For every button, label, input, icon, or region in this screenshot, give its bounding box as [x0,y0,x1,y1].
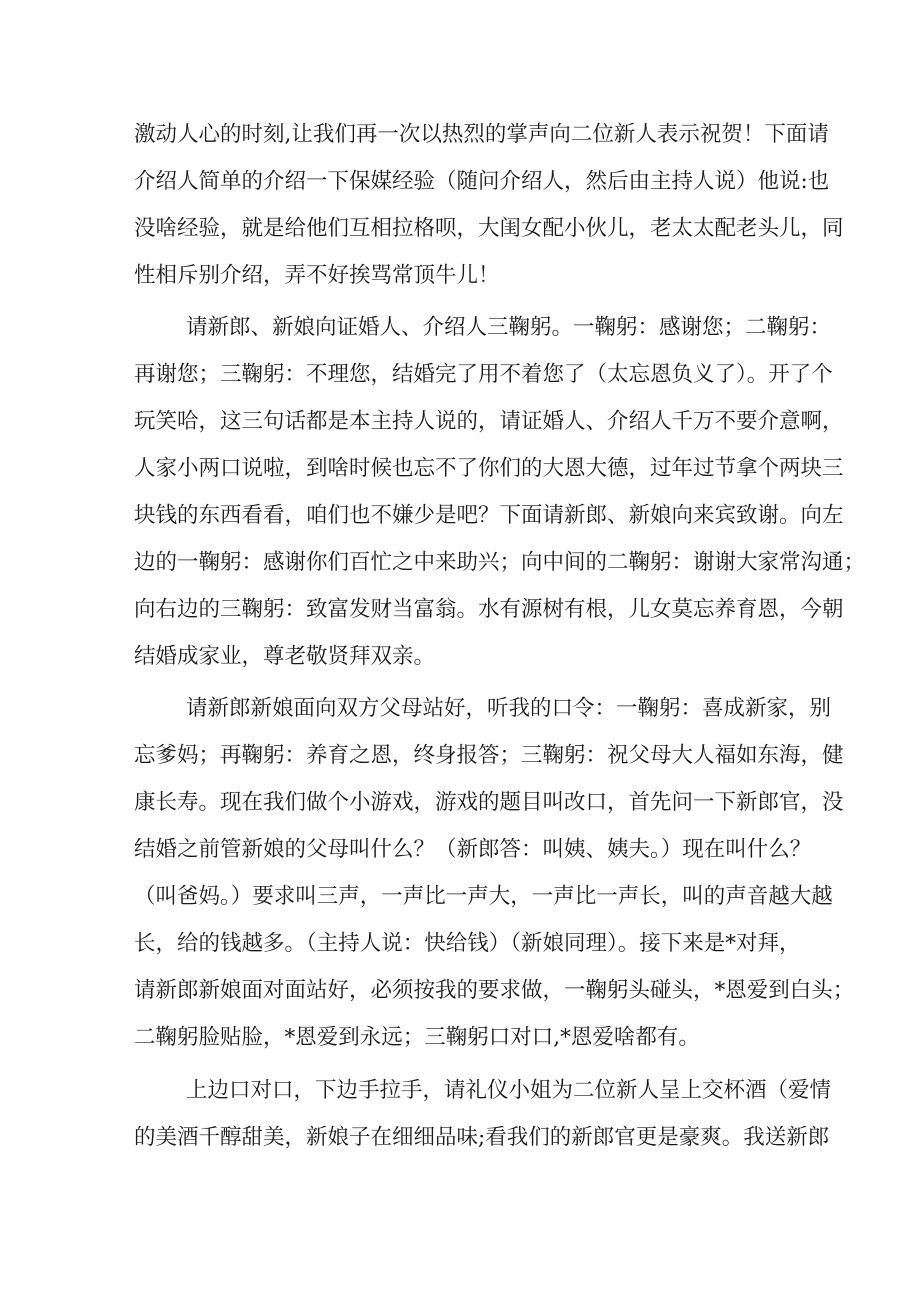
text-line: 长，给的钱越多。（主持人说：快给钱）（新娘同理）。接下来是*对拜， [134,931,801,956]
text-line: 性相斥别介绍，弄不好挨骂常顶牛儿！ [134,263,500,288]
text-line: 结婚之前管新娘的父母叫什么？（新郎答：叫姨、姨夫。）现在叫什么？ [134,837,812,862]
text-line: 二鞠躬脸贴脸，*恩爱到永远；三鞠躬口对口,*恩爱啥都有。 [134,1025,700,1050]
text-line: （叫爸妈。）要求叫三声，一声比一声大，一声比一声长，叫的声音越大越 [134,884,833,909]
text-line: 没啥经验，就是给他们互相拉格呗，大闺女配小伙儿，老太太配老头儿，同 [134,216,844,241]
text-line: 向右边的三鞠躬：致富发财当富翁。水有源树有根，儿女莫忘养育恩，今朝 [134,597,844,622]
text-line: 激动人心的时刻,让我们再一次以热烈的掌声向二位新人表示祝贺！下面请 [134,122,829,147]
text-line: 康长寿。现在我们做个小游戏，游戏的题目叫改口，首先问一下新郎官，没 [134,790,844,815]
text-line: 忘爹妈；再鞠躬：养育之恩，终身报答；三鞠躬：祝父母大人福如东海，健 [134,743,844,768]
text-line: 请新郎新娘面向双方父母站好，听我的口令：一鞠躬：喜成新家，别 [186,696,832,721]
text-line: 请新郎新娘面对面站好，必须按我的要求做，一鞠躬头碰头，*恩爱到白头； [134,978,855,1003]
text-line: 请新郎、新娘向证婚人、介绍人三鞠躬。一鞠躬：感谢您；二鞠躬： [186,315,832,340]
text-line: 结婚成家业，尊老敬贤拜双亲。 [134,644,436,669]
text-line: 玩笑哈，这三句话都是本主持人说的，请证婚人、介绍人千万不要介意啊， [134,409,844,434]
text-line: 的美酒千醇甜美，新娘子在细细品味;看我们的新郎官更是豪爽。我送新郎 [134,1125,830,1150]
text-line: 边的一鞠躬：感谢你们百忙之中来助兴；向中间的二鞠躬：谢谢大家常沟通； [134,550,866,575]
text-line: 上边口对口，下边手拉手，请礼仪小姐为二位新人呈上交杯酒（爱情 [186,1078,832,1103]
text-line: 块钱的东西看看，咱们也不嫌少是吧？下面请新郎、新娘向来宾致谢。向左 [134,503,844,528]
text-line: 人家小两口说啦，到啥时候也忘不了你们的大恩大德，过年过节拿个两块三 [134,456,844,481]
text-line: 再谢您；三鞠躬：不理您，结婚完了用不着您了（太忘恩负义了）。开了个 [134,362,833,387]
text-line: 介绍人简单的介绍一下保媒经验（随问介绍人，然后由主持人说）他说:也 [134,169,830,194]
